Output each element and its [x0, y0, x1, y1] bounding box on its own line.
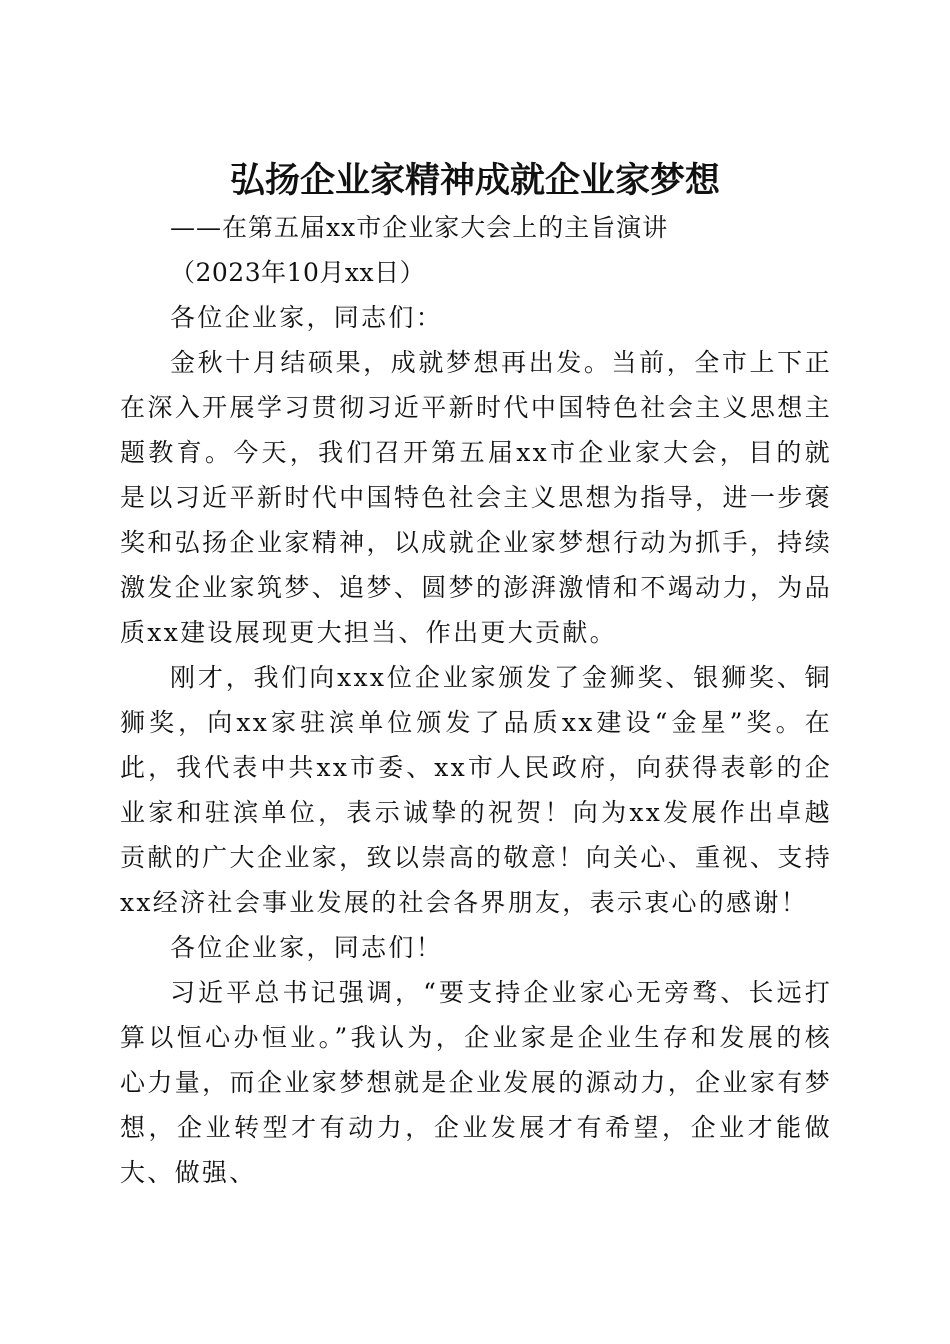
salutation: 各位企业家，同志们：: [170, 303, 444, 332]
page-title: 弘扬企业家精神成就企业家梦想: [229, 161, 720, 202]
paragraph: 刚才，我们向xxx位企业家颁发了金狮奖、银狮奖、铜狮奖，向xx家驻滨单位颁发了品质xx建设“金星”奖。在此，我代表中共xx市委、xx市人民政府，向获得表彰的企业家和驻滨单位，表示诚挚的祝贺！向为xx发展作出卓越贡献的广大企业家，致以崇高的敬意！向关心、重视、支持xx经济社会事业发展的社会各界朋友，表示衷心的感谢！: [120, 663, 832, 917]
document-date: （2023年10月xx日）: [170, 258, 426, 287]
paragraph: 金秋十月结硕果，成就梦想再出发。当前，全市上下正在深入开展学习贯彻习近平新时代中国特色社会主义思想主题教育。今天，我们召开第五届xx市企业家大会，目的就是以习近平新时代中国特色社会主义思想为指导，进一步褒奖和弘扬企业家精神，以成就企业家梦想行动为抓手，持续激发企业家筑梦、追梦、圆梦的澎湃激情和不竭动力，为品质xx建设展现更大担当、作出更大贡献。: [120, 348, 832, 647]
salutation: 各位企业家，同志们！: [170, 933, 444, 962]
document-subtitle: ——在第五届xx市企业家大会上的主旨演讲: [170, 213, 669, 242]
document-body: [120, 205, 832, 1195]
paragraph: 习近平总书记强调，“要支持企业家心无旁骛、长远打算以恒心办恒业。”我认为，企业家是企业生存和发展的核心力量，而企业家梦想就是企业发展的源动力，企业家有梦想，企业转型才有动力，企业发展才有希望，企业才能做大、做强、: [120, 978, 832, 1187]
